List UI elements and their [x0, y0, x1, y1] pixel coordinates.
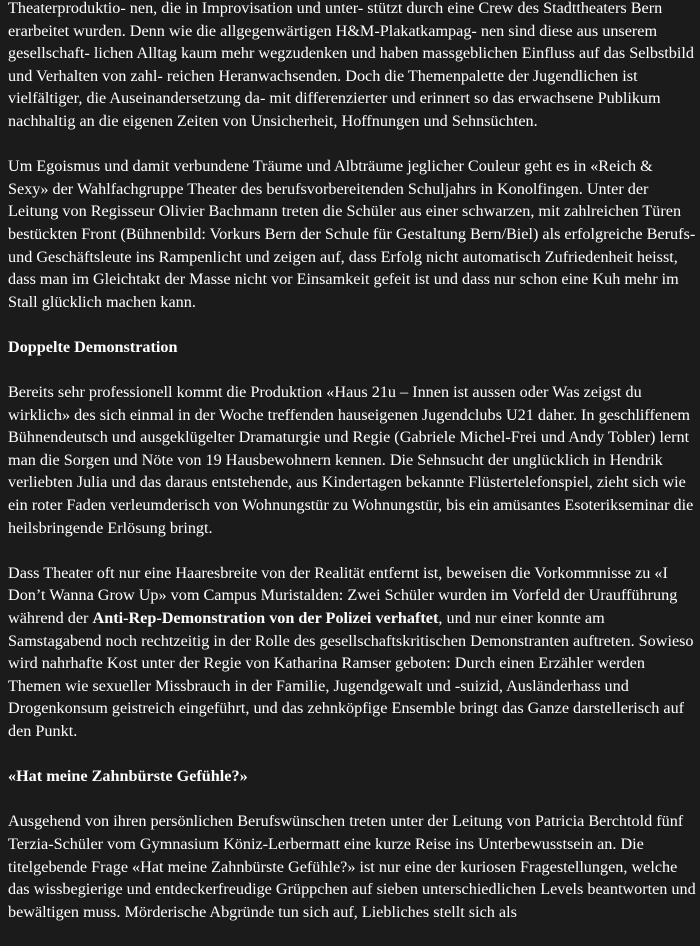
paragraph-text: Dass Theater oft nur eine Haaresbreite von der Realität entfernt ist, beweisen die Vorkommnisse zu «I Don’t Wanna Grow Up» vom Campus Muristalden: Zwei Schüler wurden im Vorfeld der Uraufführung während der — [8, 563, 678, 628]
article-body — [8, 0, 696, 946]
paragraph-text: , und nur einer konnte am Samstagabend noch rechtzeitig in der Rolle des gesellschaftskritischen Demonstranten auftreten. Sowieso wird nahrhafte Kost unter der Regie von Katharina Ramser geboten: Durch einen Erzähler werden Themen wie sexueller Missbrauch in der Familie, Jugendgewalt und -suizid, Ausländerhass und Drogenkonsum geistreich eingeführt, und das zehnköpfige Ensemble bringt das Ganze darstellerisch auf den Punkt. — [8, 609, 694, 740]
section-heading: «Hat meine Zahnbürste Gefühle?» — [8, 767, 248, 786]
paragraph: Um Egoismus und damit verbundene Träume und Albträume jeglicher Couleur geht es in «Reich & Sexy» der Wahlfachgruppe Theater des berufsvorbereitenden Schuljahrs in Konolfingen. Unter der Leitung von Regisseur Olivier Bachmann treten die Schüler aus einer schwarzen, mit zahlreichen Türen bestückten Front (Bühnenbild: Vorkurs Bern der Schule für Gestaltung Bern/Biel) als erfolgreiche Berufs- und Geschäftsleute ins Rampenlicht und zeigen auf, dass Erfolg nicht automatisch Zufriedenheit heisst, dass man im Gleichtakt der Masse nicht vor Einsamkeit gefeit ist und dass nur schon eine Kuh mehr im Stall glücklich machen kann. — [8, 157, 696, 311]
paragraph: Theaterproduktio- nen, die in Improvisation und unter- stützt durch eine Crew des Stadttheaters Bern erarbeitet wurden. Denn wie die allgegenwärtigen H&M-Plakatkampag- nen sind diese aus unserem gesellschaft- lichen Alltag kaum mehr wegzudenken und haben massgeblichen Einfluss auf das Selbstbild und Verhalten von zahl- reichen Heranwachsenden. Doch die Themenpalette der Jugendlichen ist vielfältiger, die Auseinandersetzung da- mit differenzierter und erinnert so das erwachsene Publikum nachhaltig an die eigenen Zeiten von Unsicherheit, Hoffnungen und Sehnsüchten. — [8, 0, 694, 130]
section-heading: Doppelte Demonstration — [8, 337, 178, 356]
paragraph — [8, 562, 696, 743]
bold-phrase: Anti-Rep-Demonstration von der Polizei verhaftet — [92, 609, 439, 628]
paragraph: Bereits sehr professionell kommt die Produktion «Haus 21u – Innen ist aussen oder Was zeigst du wirklich» des sich einmal in der Woche treffenden hauseigenen Jugendclubs U21 daher. In geschliffenem Bühnendeutsch und ausgeklügelter Dramaturgie und Regie (Gabriele Michel-Frei und Andy Tobler) lernt man die Sorgen und Nöte von 19 Hausbewohnern kennen. Die Sehnsucht der unglücklich in Hendrik verliebten Julia und das daraus entstehende, aus Kindertagen bekannte Flüstertelefonspiel, zieht sich wie ein roter Faden verleumderisch von Wohnungstür zu Wohnungstür, bis ein amüsantes Esoterikseminar die heilsbringende Erlösung bringt. — [8, 383, 694, 537]
paragraph: Ausgehend von ihren persönlichen Berufswünschen treten unter der Leitung von Patricia Berchtold fünf Terzia-Schüler vom Gymnasium Köniz-Lerbermatt eine kurze Reise ins Unterbewusstsein an. Die titelgebende Frage «Hat meine Zahnbürste Gefühle?» ist nur eine der kuriosen Fragestellungen, welche das wissbegierige und entdeckerfreudige Grüppchen auf sieben unterschiedlichen Levels beantworten und bewältigen muss. Mörderische Abgründe tun sich auf, Liebliches stellt sich als — [8, 812, 696, 921]
